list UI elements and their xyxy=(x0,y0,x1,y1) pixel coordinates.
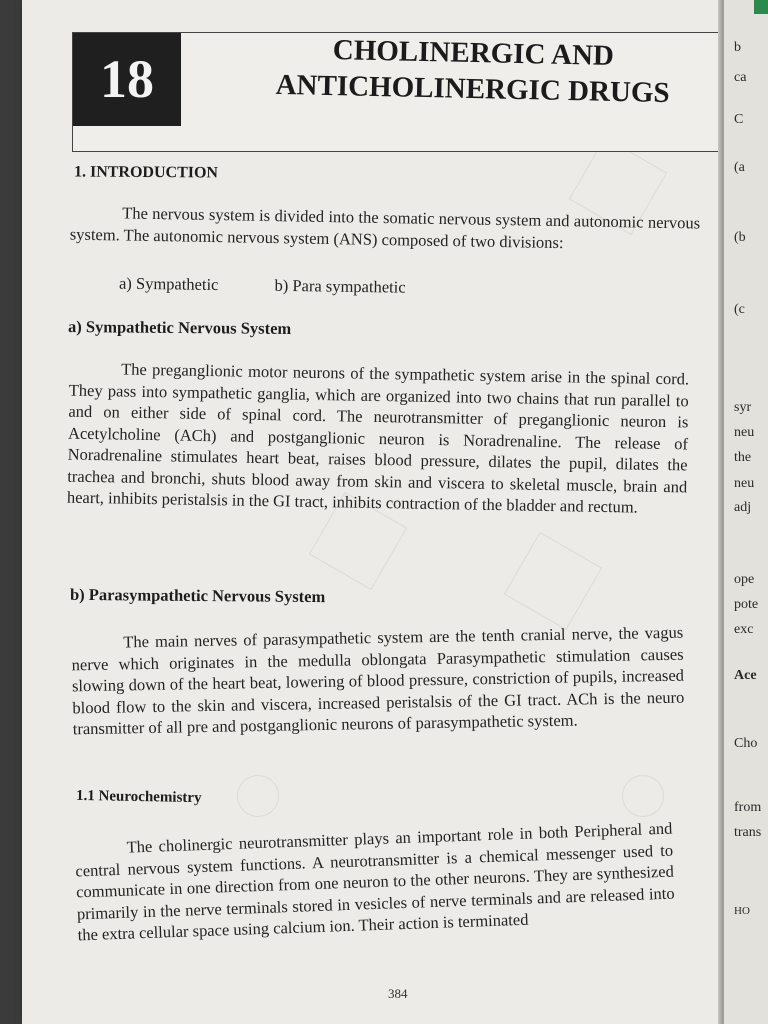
margin-fragment: ca xyxy=(734,70,747,85)
parasympathetic-heading: b) Parasympathetic Nervous System xyxy=(69,584,326,607)
chapter-number: 18 xyxy=(73,33,181,126)
margin-fragment: HO xyxy=(734,905,750,917)
margin-fragment: neu xyxy=(734,476,755,491)
margin-fragment: b xyxy=(734,40,741,55)
parasympathetic-text: The main nerves of parasympathetic system are the tenth cranial nerve, the vagus nerve which originates in the medulla oblongata Parasympathetic stimulation causes slowing down of the heart beat, lowering of blood pressure, constriction of pupils, increased blood flow to the skin and viscera, increased peristalsis of the GI tract. ACh is the neuro transmitter of all pre and postganglionic neurons of parasympathetic system. xyxy=(71,622,685,739)
margin-fragment: adj xyxy=(734,500,752,515)
margin-fragment: (c xyxy=(734,302,745,317)
intro-heading: 1. INTRODUCTION xyxy=(73,163,219,182)
neurochemistry-paragraph xyxy=(74,818,675,946)
neurochemistry-text: The cholinergic neurotransmitter plays an important role in both Peripheral and central nervous system functions. A neurotransmitter is a chemical messenger used to communicate in one direction from one neuron to the other neurons. They are synthesized primarily in the nerve terminals stored in vesicles of nerve terminals and are released into the extra cellular space using calcium ion. Their action is terminated xyxy=(75,818,675,945)
parasympathetic-paragraph xyxy=(71,622,685,740)
margin-fragment: the xyxy=(734,450,752,465)
margin-fragment: trans xyxy=(734,825,762,840)
page-corner-mark xyxy=(754,0,768,14)
sympathetic-heading: a) Sympathetic Nervous System xyxy=(67,317,292,338)
margin-fragment: from xyxy=(734,800,762,815)
division-parasympathetic: b) Para sympathetic xyxy=(274,275,406,297)
background-ring xyxy=(504,532,602,630)
margin-fragment: ope xyxy=(734,572,755,587)
background-ring xyxy=(622,775,664,817)
next-page-edge xyxy=(724,0,768,1024)
page-number: 384 xyxy=(388,986,408,1001)
book-page xyxy=(22,0,722,1024)
division-list xyxy=(119,274,458,299)
division-sympathetic: a) Sympathetic xyxy=(118,273,219,295)
margin-fragment: (b xyxy=(734,230,746,245)
margin-fragment: pote xyxy=(734,597,759,612)
margin-fragment: syr xyxy=(734,400,752,415)
margin-fragment: neu xyxy=(734,425,755,440)
chapter-title-line2: ANTICHOLINERGIC DRUGS xyxy=(275,68,670,110)
margin-fragment: (a xyxy=(734,160,745,175)
margin-fragment: Ace xyxy=(734,668,757,683)
neurochemistry-heading: 1.1 Neurochemistry xyxy=(75,787,202,807)
sympathetic-paragraph xyxy=(67,358,690,519)
chapter-header xyxy=(72,32,722,152)
background-ring xyxy=(237,775,279,817)
margin-fragment: Cho xyxy=(734,736,758,751)
margin-fragment: C xyxy=(734,112,744,127)
intro-text: The nervous system is divided into the somatic nervous system and autonomic nervous system. The autonomic nervous system (ANS) composed of two divisions: xyxy=(69,203,701,252)
chapter-title-line1: CHOLINERGIC AND xyxy=(332,34,615,72)
chapter-title xyxy=(242,30,703,112)
margin-fragment: exc xyxy=(734,622,754,637)
sympathetic-text: The preganglionic motor neurons of the sympathetic system arise in the spinal cord. They pass into sympathetic ganglia, which are organized into two chains that run parallel to and on either side of spinal cord. The neurotransmitter of preganglionic neuron is Acetylcholine (ACh) and postganglionic neuron is Noradrenaline. The release of Noradrenaline stimulates heart beat, raises blood pressure, dilates the pupil, dilates the trachea and bronchi, shuts blood away from skin and viscera to skeletal muscle, brain and heart, inhibits peristalsis in the GI tract, inhibits contraction of the bladder and rectum. xyxy=(66,359,690,517)
